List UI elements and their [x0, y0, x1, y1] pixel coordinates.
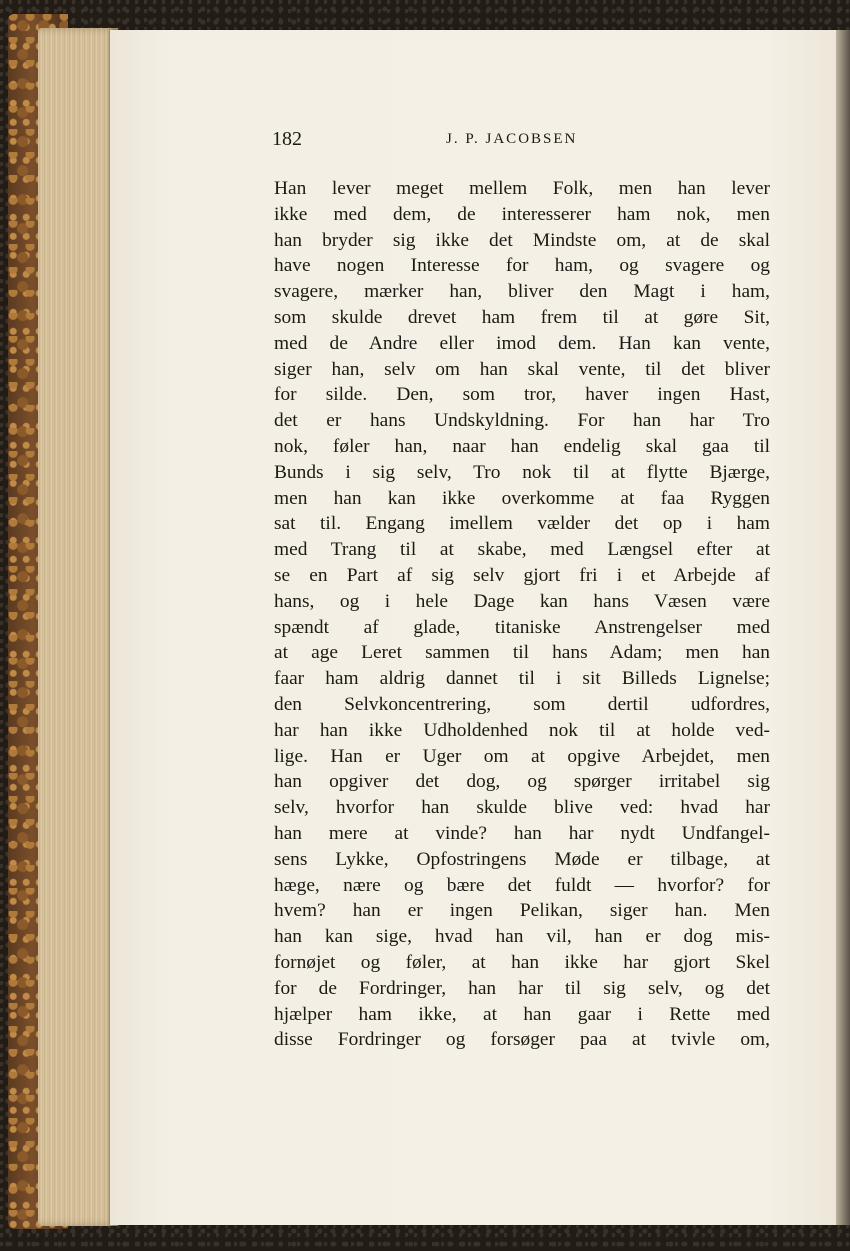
text-line: Bunds i sig selv, Tro nok til at flytte Bjærge,	[274, 461, 770, 483]
text-line: for silde. Den, som tror, haver ingen Hast,	[274, 384, 770, 406]
text-line: har han ikke Udholdenhed nok til at holde ved-	[274, 719, 770, 741]
text-line: siger han, selv om han skal vente, til det bliver	[274, 358, 770, 380]
text-line: for de Fordringer, han har til sig selv, og det	[274, 977, 770, 999]
text-line: med de Andre eller imod dem. Han kan vente,	[274, 332, 770, 354]
page-gutter-shadow	[836, 30, 850, 1225]
text-line: det er hans Undskyldning. For han har Tro	[274, 410, 770, 432]
text-line: hvem? han er ingen Pelikan, siger han. Men	[274, 900, 770, 922]
text-line: han mere at vinde? han har nydt Undfangel-	[274, 822, 770, 844]
page-edges	[38, 28, 118, 1226]
text-line: hæge, nære og bære det fuldt — hvorfor? for	[274, 874, 770, 896]
text-line: svagere, mærker han, bliver den Magt i ham,	[274, 281, 770, 303]
text-line: disse Fordringer og forsøger paa at tvivle om,	[274, 1029, 770, 1051]
running-head: J. P. JACOBSEN	[446, 131, 578, 147]
text-line: han bryder sig ikke det Mindste om, at de skal	[274, 229, 770, 251]
text-line: han kan sige, hvad han vil, han er dog mis-	[274, 926, 770, 948]
text-line: hans, og i hele Dage kan hans Væsen være	[274, 590, 770, 612]
text-line: lige. Han er Uger om at opgive Arbejdet, men	[274, 745, 770, 767]
text-line: at age Leret sammen til hans Adam; men han	[274, 642, 770, 664]
text-line: men han kan ikke overkomme at faa Ryggen	[274, 487, 770, 509]
text-line: se en Part af sig selv gjort fri i et Arbejde af	[274, 564, 770, 586]
text-line: nok, føler han, naar han endelig skal gaa til	[274, 435, 770, 457]
text-line: selv, hvorfor han skulde blive ved: hvad har	[274, 797, 770, 819]
body-text	[274, 176, 770, 1053]
text-line: den Selvkoncentrering, som dertil udfordres,	[274, 693, 770, 715]
text-line: faar ham aldrig dannet til i sit Billeds Lignelse;	[274, 668, 770, 690]
page-header	[272, 128, 772, 158]
text-line: spændt af glade, titaniske Anstrengelser med	[274, 616, 770, 638]
text-line: ikke med dem, de interesserer ham nok, men	[274, 203, 770, 225]
text-line: som skulde drevet ham frem til at gøre Sit,	[274, 306, 770, 328]
text-line: sens Lykke, Opfostringens Møde er tilbage, at	[274, 848, 770, 870]
text-line: fornøjet og føler, at han ikke har gjort Skel	[274, 951, 770, 973]
text-line: han opgiver det dog, og spørger irritabel sig	[274, 771, 770, 793]
text-line: have nogen Interesse for ham, og svagere og	[274, 255, 770, 277]
text-line: Han lever meget mellem Folk, men han lever	[274, 178, 770, 199]
text-line: med Trang til at skabe, med Længsel efter at	[274, 539, 770, 561]
text-line: hjælper ham ikke, at han gaar i Rette med	[274, 1003, 770, 1025]
page-number: 182	[272, 128, 302, 150]
text-line: sat til. Engang imellem vælder det op i ham	[274, 513, 770, 535]
